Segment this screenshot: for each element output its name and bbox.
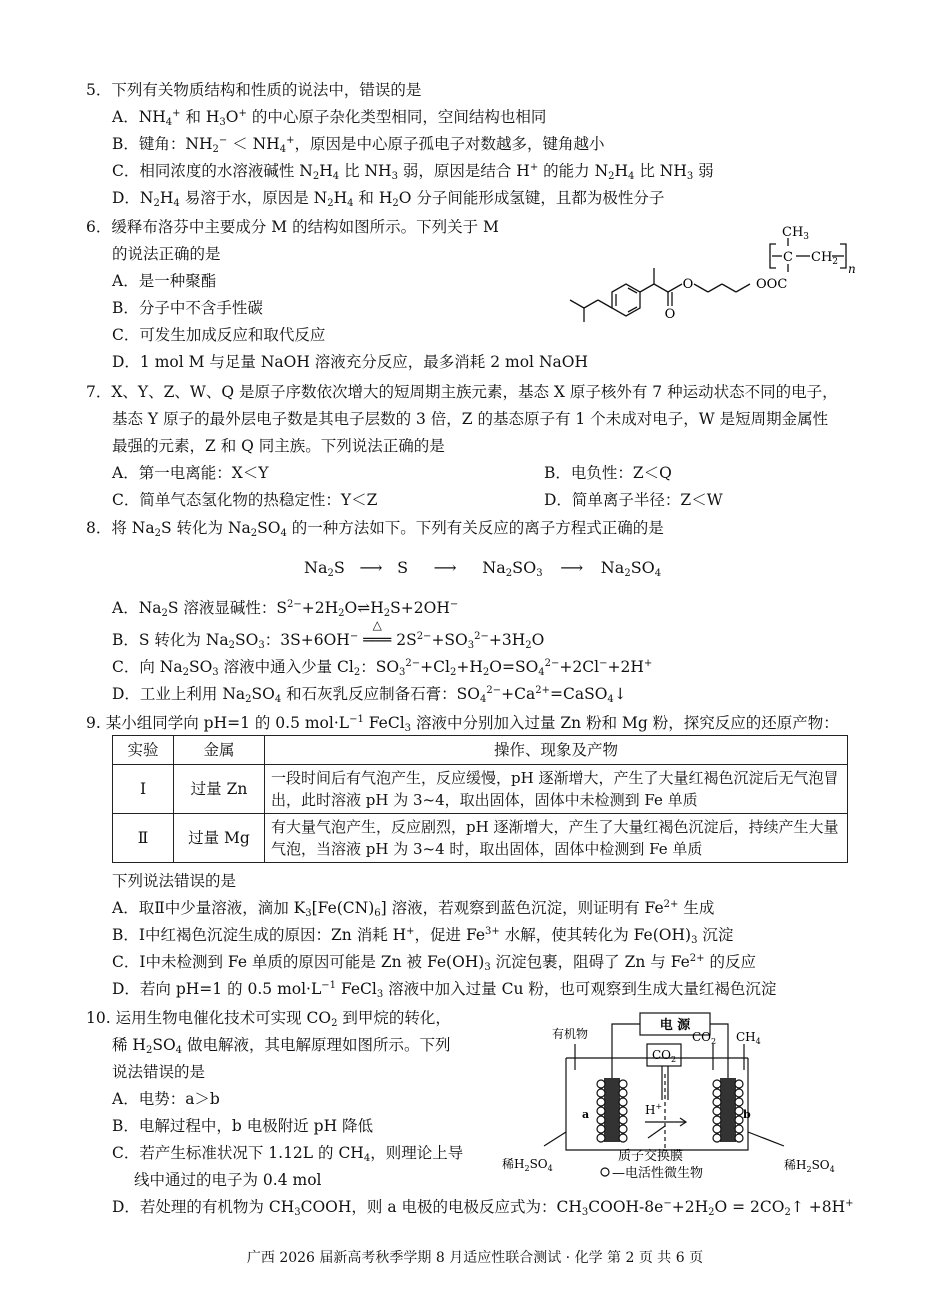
svg-text:电 源: 电 源 [659, 1018, 691, 1033]
svg-text:C: C [783, 250, 793, 265]
svg-text:n: n [848, 262, 856, 276]
q10-option-d: D．若处理的有机物为 $CH_3COOH$，则 a 电极的电极反应式为：$CH_3COOH-8e^-+2H_2O$ = $2CO_2↑ +8H^+$ [112, 1198, 854, 1218]
q8-option-b: B．S 转化为 $Na_2SO_3$：3S+6OH− △ ═══ $2S^{2-}+SO_3^{2-}+3H_2O$ [112, 618, 545, 651]
svg-text:CH4: $CH_4$ [736, 1030, 761, 1046]
q9-option-a: A．取Ⅱ中少量溶液，滴加 $K_3[Fe(CN)_6]$ 溶液，若观察到蓝色沉淀，则证明有 $Fe^{2+}$ 生成 [112, 899, 715, 919]
q10-option-c-cont: 线中通过的电子为 0.4 mol [134, 1171, 322, 1189]
electrode-b [720, 1078, 736, 1142]
q7-option-d: D．简单离子半径：Z＜W [544, 491, 723, 509]
q8-scheme: $Na_2S$ ⟶ S ⟶ $Na_2SO_3$ ⟶ $Na_2SO_4$ [304, 558, 662, 579]
svg-text:OOC: OOC [756, 277, 788, 292]
table-cell-metal: 过量 Mg [174, 814, 265, 863]
q7-stem-line1: 7．X、Y、Z、W、Q 是原子序数依次增大的短周期主族元素，基态 X 原子核外有 7 种运动状态不同的电子， [86, 383, 838, 401]
q6-option-a: A．是一种聚酯 [112, 272, 217, 290]
electrolysis-cell-diagram [500, 1008, 845, 1183]
table-cell-exp: Ⅰ [113, 765, 174, 814]
q9-stem: 9. 某小组同学向 pH=1 的 0.5 $mol\cdot L^{-1}$ FeCl$_3$ 溶液中分别加入过量 Zn 粉和 Mg 粉，探究反应的还原产物： [86, 714, 839, 734]
q6-option-c: C．可发生加成反应和取代反应 [112, 326, 326, 344]
svg-text:O: O [664, 307, 676, 322]
q10-option-c: C．若产生标准状况下 1.12L 的 $CH_4$，则理论上导 [112, 1144, 464, 1164]
arrow-1: ⟶ [359, 558, 383, 577]
ibuprofen-polymer-structure [560, 218, 880, 328]
q10-option-a: A．电势：a＞b [112, 1090, 220, 1108]
q5-option-d: D．$N_2H_4$ 易溶于水，原因是 $N_2H_4$ 和 $H_2O$ 分子间能形成氢键，且都为极性分子 [112, 189, 665, 209]
q5-option-b: B．键角：$NH_2^- < NH_4^+$，原因是中心原子孤电子对数越多，键角越小 [112, 135, 605, 155]
q8-option-c: C．向 $Na_2SO_3$ 溶液中通入少量 $Cl_2$：$SO_3^{2-}+Cl_2+H_2O=SO_4^{2-}+2Cl^-+2H^+$ [112, 658, 653, 678]
q7-option-b: B．电负性：Z＜Q [544, 464, 672, 482]
q7-option-a: A．第一电离能：X＜Y [112, 464, 269, 482]
q7-stem-line3: 最强的元素，Z 和 Q 同主族。下列说法正确的是 [112, 437, 445, 455]
q7-stem-line2: 基态 Y 原子的最外层电子数是其电子层数的 3 倍，Z 的基态原子有 1 个未成对电子，W 是短周期金属性 [112, 410, 829, 428]
q10-option-b: B．电解过程中，b 电极附近 pH 降低 [112, 1117, 374, 1135]
svg-text:质子交换膜: 质子交换膜 [618, 1149, 684, 1164]
q8-option-d: D．工业上利用 $Na_2SO_4$ 和石灰乳反应制备石膏：$SO_4^{2-}+Ca^{2+}=CaSO_4↓$ [112, 685, 627, 705]
q5-option-c: C．相同浓度的水溶液碱性 $N_2H_4$ 比 $NH_3$ 弱，原因是结合 H+ 的能力 $N_2H_4$ 比 $NH_3$ 弱 [112, 162, 714, 182]
q9-option-d: D．若向 pH=1 的 0.5 $mol\cdot L^{-1}$ FeCl$_3$ 溶液中加入过量 Cu 粉，也可观察到生成大量红褐色沉淀 [112, 980, 777, 1000]
table-cell-desc: 一段时间后有气泡产生，反应缓慢，pH 逐渐增大，产生了大量红褐色沉淀后无气泡冒出，此时溶液 pH 为 3~4，取出固体，固体中未检测到 Fe 单质 [265, 765, 848, 814]
q10-stem-line2: 稀 $H_2SO_4$ 做电解液，其电解原理如图所示。下列 [112, 1036, 451, 1056]
table-header: 金属 [174, 736, 265, 765]
svg-text:CO2: $CO_2$ [652, 1048, 677, 1064]
heating-equals-sign: △ ═══ [363, 618, 392, 649]
svg-text:稀H2SO4: 稀$H_2SO_4$ [502, 1157, 553, 1173]
q10-stem-line1: 10. 运用生物电催化技术可实现 $CO_2$ 到甲烷的转化， [86, 1009, 451, 1029]
svg-text:H+: H+ [645, 1102, 663, 1117]
q6-option-d: D．1 mol M 与足量 NaOH 溶液充分反应，最多消耗 2 mol NaOH [112, 353, 588, 371]
table-row [113, 765, 848, 814]
svg-text:稀H2SO4: 稀$H_2SO_4$ [784, 1158, 835, 1174]
table-header: 实验 [113, 736, 174, 765]
table-header: 操作、现象及产物 [265, 736, 848, 765]
q8-option-a: A．$Na_2S$ 溶液显碱性：$S^{2-}+2H_2O\rightleftharpoons H_2S+2OH^-$ [112, 599, 459, 619]
table-cell-exp: Ⅱ [113, 814, 174, 863]
table-row [113, 814, 848, 863]
svg-text:O: O [682, 277, 694, 292]
q6-option-b: B．分子中不含手性碳 [112, 299, 263, 317]
table-cell-metal: 过量 Zn [174, 765, 265, 814]
q10-stem-line3: 说法错误的是 [112, 1063, 206, 1081]
svg-text:b: b [743, 1108, 751, 1121]
svg-text:有机物: 有机物 [551, 1027, 589, 1041]
table-header-row [113, 736, 848, 765]
svg-text:—电活性微生物: —电活性微生物 [612, 1166, 704, 1181]
q9-option-c: C．Ⅰ中未检测到 Fe 单质的原因可能是 Zn 被 $Fe(OH)_3$ 沉淀包裹，阻碍了 Zn 与 $Fe^{2+}$ 的反应 [112, 953, 756, 973]
arrow-3: ⟶ [560, 558, 584, 577]
page-footer: 广西 2026 届新高考秋季学期 8 月适应性联合测试 · 化学 第 2 页 共 6 页 [246, 1250, 704, 1266]
q6-stem-line2: 的说法正确的是 [112, 245, 221, 263]
svg-text:CO2: $CO_2$ [692, 1030, 717, 1046]
q5-option-a: A．$NH_4^+$ 和 $H_3O^+$ 的中心原子杂化类型相同，空间结构也相同 [112, 108, 547, 128]
q5-stem: 5．下列有关物质结构和性质的说法中，错误的是 [86, 81, 422, 99]
arrow-2: ⟶ [433, 558, 457, 577]
svg-text:CH2: $CH_2$ [811, 250, 839, 267]
experiment-table [112, 735, 848, 863]
electrode-a [604, 1078, 620, 1142]
q8-stem: 8．将 $Na_2S$ 转化为 $Na_2SO_4$ 的一种方法如下。下列有关反应的离子方程式正确的是 [86, 519, 664, 539]
svg-text:a: a [582, 1108, 590, 1121]
svg-text:CH3: $CH_3$ [782, 225, 810, 242]
q9-option-b: B．Ⅰ中红褐色沉淀生成的原因：Zn 消耗 H+，促进 $Fe^{3+}$ 水解，使其转化为 $Fe(OH)_3$ 沉淀 [112, 926, 734, 946]
q7-option-c: C．简单气态氢化物的热稳定性：Y＜Z [112, 491, 378, 509]
q9-after-table: 下列说法错误的是 [112, 872, 237, 890]
table-cell-desc: 有大量气泡产生，反应剧烈，pH 逐渐增大，产生了大量红褐色沉淀后，持续产生大量气泡，当溶液 pH 为 3~4 时，取出固体，固体中检测到 Fe 单质 [265, 814, 848, 863]
q6-stem-line1: 6．缓释布洛芬中主要成分 M 的结构如图所示。下列关于 M [86, 218, 499, 236]
